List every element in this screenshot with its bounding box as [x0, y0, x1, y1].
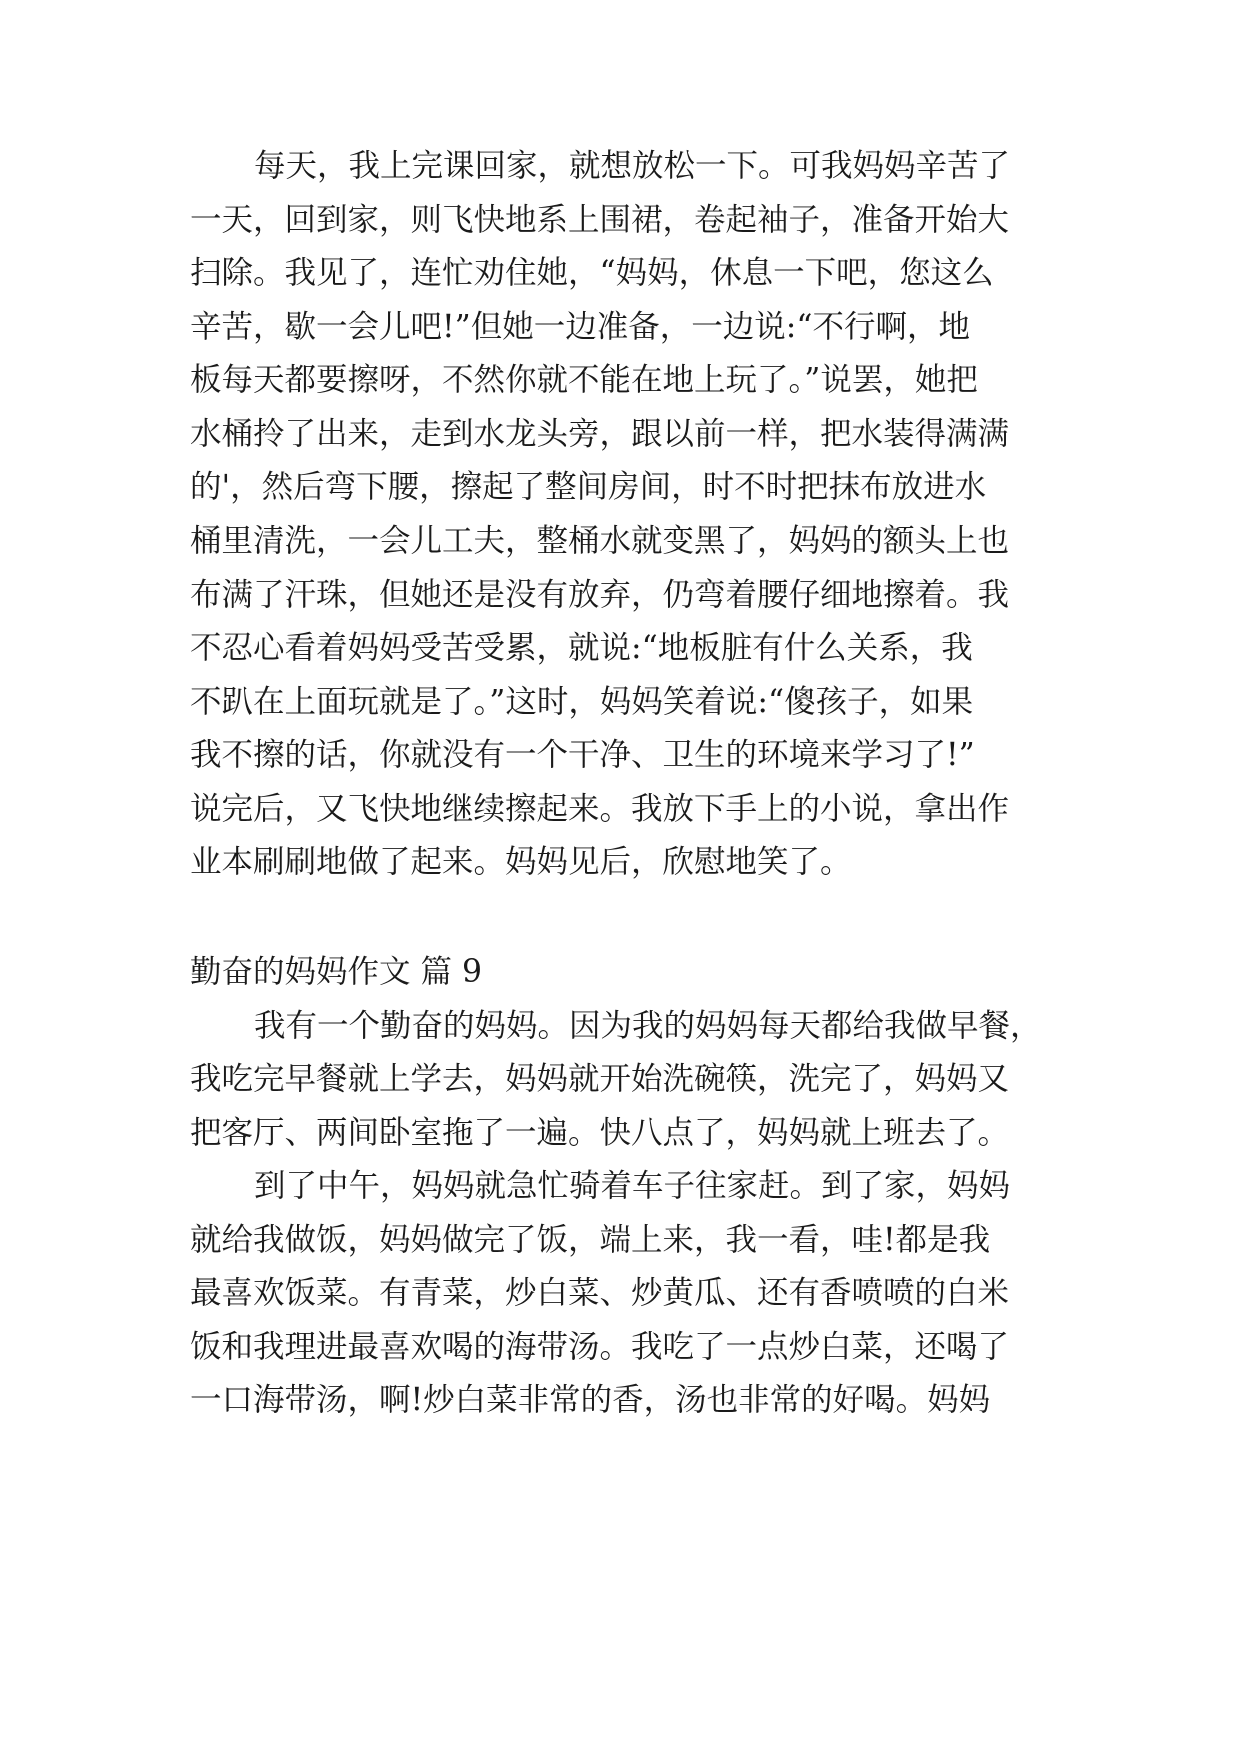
- paragraph-line: 辛苦，歇一会儿吧!”但她一边准备，一边说:“不行啊，地: [190, 309, 970, 345]
- paragraph-line: 布满了汗珠，但她还是没有放弃，仍弯着腰仔细地擦着。我: [190, 577, 1010, 613]
- paragraph-line: 饭和我理进最喜欢喝的海带汤。我吃了一点炒白菜，还喝了: [190, 1329, 1010, 1365]
- paragraph-line: 板每天都要擦呀，不然你就不能在地上玩了。”说罢，她把: [190, 362, 978, 398]
- paragraph-line: 说完后，又飞快地继续擦起来。我放下手上的小说，拿出作: [190, 791, 1010, 827]
- paragraph-line: 不忍心看着妈妈受苦受累，就说:“地板脏有什么关系，我: [190, 630, 973, 666]
- section-heading: 勤奋的妈妈作文 篇 9: [190, 954, 483, 990]
- paragraph-line: 不趴在上面玩就是了。”这时，妈妈笑着说:“傻孩子，如果: [190, 684, 974, 720]
- paragraph-line: 我吃完早餐就上学去，妈妈就开始洗碗筷，洗完了，妈妈又: [190, 1061, 1010, 1097]
- paragraph-line: 一口海带汤，啊!炒白菜非常的香，汤也非常的好喝。妈妈: [190, 1382, 991, 1418]
- paragraph-line: 把客厅、两间卧室拖了一遍。快八点了，妈妈就上班去了。: [190, 1115, 1010, 1151]
- paragraph-line: 桶里清洗，一会儿工夫，整桶水就变黑了，妈妈的额头上也: [190, 523, 1010, 559]
- paragraph-line: 就给我做饭，妈妈做完了饭，端上来，我一看，哇!都是我: [190, 1222, 991, 1258]
- paragraph-line: 每天，我上完课回家，就想放松一下。可我妈妈辛苦了: [254, 148, 1011, 184]
- paragraph-line: 水桶拎了出来，走到水龙头旁，跟以前一样，把水装得满满: [190, 416, 1010, 452]
- paragraph-line: 一天，回到家，则飞快地系上围裙，卷起袖子，准备开始大: [190, 202, 1010, 238]
- paragraph-line: 最喜欢饭菜。有青菜，炒白菜、炒黄瓜、还有香喷喷的白米: [190, 1275, 1010, 1311]
- paragraph-line: 扫除。我见了，连忙劝住她，“妈妈，休息一下吧，您这么: [190, 255, 994, 291]
- paragraph-line: 我不擦的话，你就没有一个干净、卫生的环境来学习了!”: [190, 737, 975, 773]
- paragraph-line: 的'，然后弯下腰，擦起了整间房间，时不时把抹布放进水: [190, 469, 987, 505]
- paragraph-line: 业本刷刷地做了起来。妈妈见后，欣慰地笑了。: [190, 844, 852, 880]
- paragraph-line: 到了中午，妈妈就急忙骑着车子往家赶。到了家，妈妈: [254, 1168, 1011, 1204]
- paragraph-line: 我有一个勤奋的妈妈。因为我的妈妈每天都给我做早餐，: [254, 1008, 1042, 1044]
